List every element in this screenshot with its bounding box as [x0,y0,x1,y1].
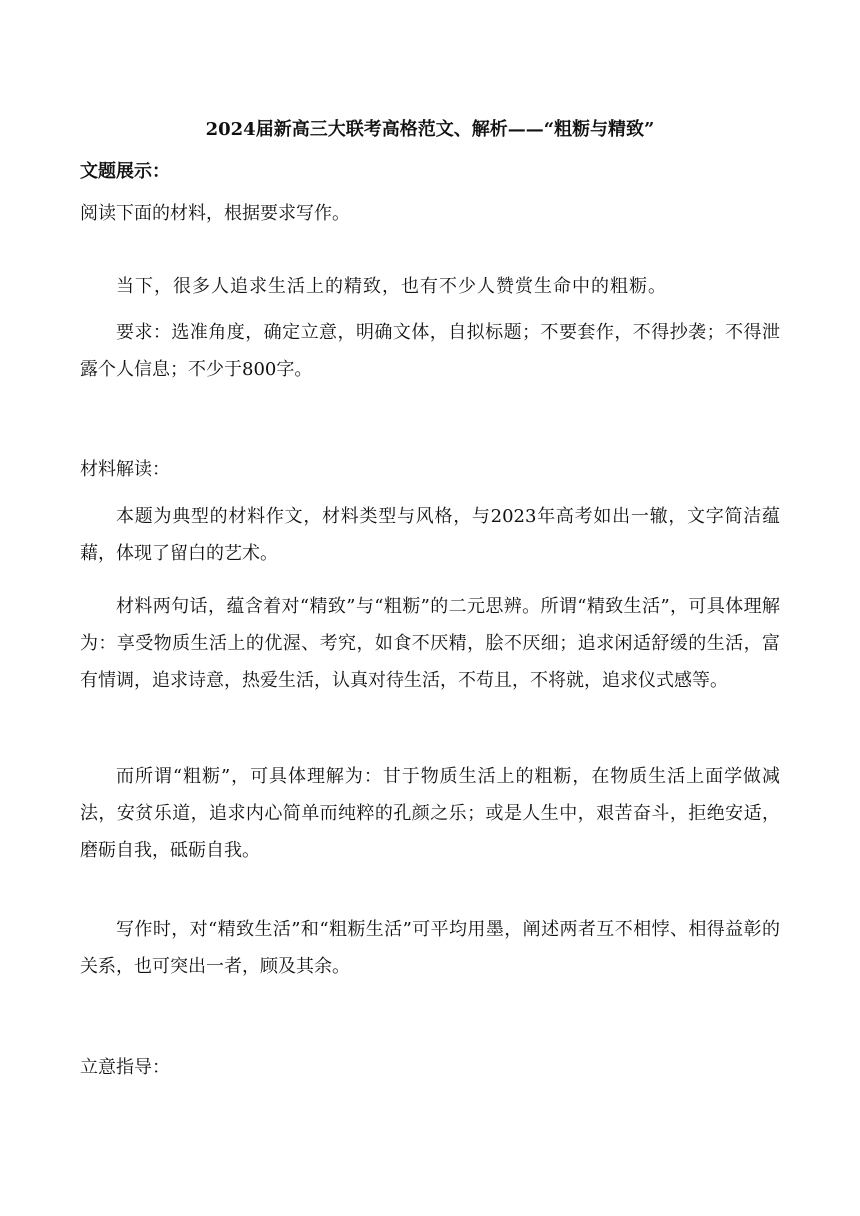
topic-instruction: 阅读下面的材料，根据要求写作。 [80,203,350,224]
guidance-heading: 立意指导： [80,1057,170,1078]
analysis-paragraph: 本题为典型的材料作文，材料类型与风格，与2023年高考如出一辙，文字简洁蕴藉，体现了留白的艺术。 [80,506,780,564]
topic-requirements: 要求：选准角度，确定立意，明确文体，自拟标题；不要套作，不得抄袭；不得泄露个人信息；不少于800字。 [80,322,780,380]
analysis-paragraph: 而所谓“粗粝”，可具体理解为：甘于物质生活上的粗粝，在物质生活上面学做减法，安贫乐道，追求内心简单而纯粹的孔颜之乐；或是人生中，艰苦奋斗，拒绝安适，磨砺自我，砥砺自我。 [80,766,780,861]
topic-heading: 文题展示： [80,161,170,182]
topic-material: 当下，很多人追求生活上的精致，也有不少人赞赏生命中的粗粝。 [116,276,667,297]
analysis-heading: 材料解读： [80,459,170,480]
analysis-paragraph: 材料两句话，蕴含着对“精致”与“粗粝”的二元思辨。所谓“精致生活”，可具体理解为：享受物质生活上的优渥、考究，如食不厌精，脍不厌细；追求闲适舒缓的生活，富有情调，追求诗意，热爱生活，认真对待生活，不苟且，不将就，追求仪式感等。 [80,596,780,691]
document-title: 2024届新高三大联考高格范文、解析——“粗粝与精致” [205,119,655,140]
analysis-paragraph: 写作时，对“精致生活”和“粗粝生活”可平均用墨，阐述两者互不相悖、相得益彰的关系，也可突出一者，顾及其余。 [80,919,780,977]
